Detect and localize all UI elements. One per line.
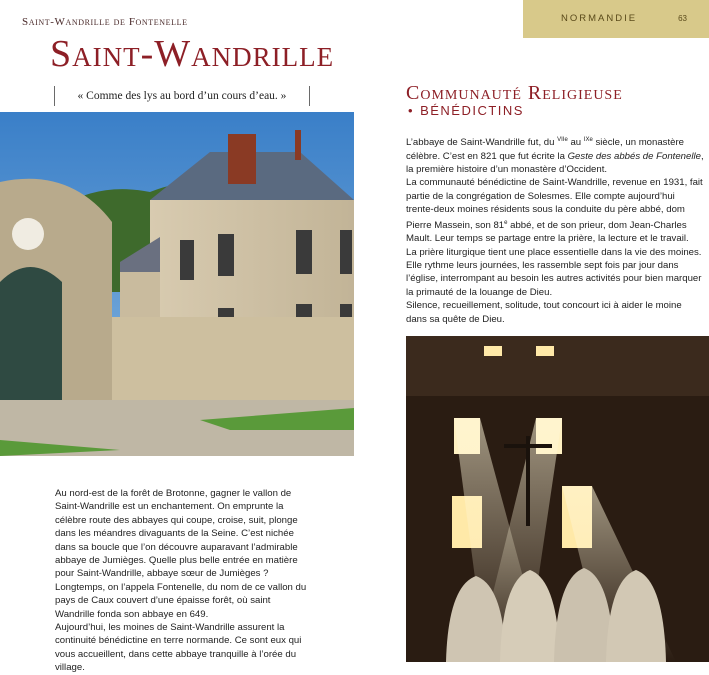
- abbey-photo: [0, 112, 354, 456]
- paragraph: La communauté bénédictine de Saint-Wandrille, revenue en 1931, fait partie de la congrégation de Solesmes. Elle compte aujourd’hui trente-deux moines résidents sous la conduite du père abbé, dom Pierre Massein, son 81e abbé, et de son prieur, dom Jean-Charles Mault. Leur temps se partage entre la prière, la lecture et le travail.: [406, 177, 703, 245]
- paragraph: L’abbaye de Saint-Wandrille fut, du $^{VIIe}$ au $^{IXe}$ siècle, un monastère célèbre. C’est en 821 que fut écrite la Geste des abbés de Fontenelle, la première histoire d’un monastère d’Occident.: [406, 137, 704, 175]
- page-title: Saint-Wandrille: [50, 33, 335, 75]
- section-subtitle-text: BÉNÉDICTINS: [420, 103, 524, 118]
- right-column-text: [406, 134, 704, 326]
- region-label: NORMANDIE: [561, 13, 638, 24]
- quote-frame: [54, 86, 310, 106]
- monks-illustration: [406, 336, 709, 662]
- region-tab: [523, 0, 709, 38]
- section-subtitle: [406, 103, 524, 118]
- monks-photo: [406, 336, 709, 662]
- paragraph: Au nord-est de la forêt de Brotonne, gagner le vallon de Saint-Wandrille est un enchantement. On emprunte la célèbre route des abbayes qui coupe, croise, suit, plonge dans les méandres divaguants de la Seine. C’est nichée dans sa boucle que l’on découvre auparavant l’admirable abbaye de Jumièges. Quelle plus belle entrée en matière pour Saint-Wandrille, abbaye sœur de Jumièges ? Longtemps, on l’appela Fontenelle, du nom de ce vallon du pays de Caux couvert d’une épaisse forêt, où saint Wandrille fonda son abbaye en 649.: [55, 488, 307, 620]
- left-column-text: [55, 487, 311, 675]
- abbey-illustration: [0, 112, 354, 456]
- section-title: Communauté Religieuse: [406, 82, 623, 104]
- paragraph: Silence, recueillement, solitude, tout concourt ici à aider le moine dans sa quête de Dieu.: [406, 300, 682, 325]
- bullet-icon: •: [408, 103, 415, 118]
- page-number: 63: [678, 14, 687, 23]
- epigraph-quote: « Comme des lys au bord d’un cours d’eau. »: [77, 90, 287, 102]
- paragraph: Aujourd’hui, les moines de Saint-Wandrille assurent la continuité bénédictine en terre normande. Ce sont eux qui vous accueillent, dans cette abbaye tranquille à l’orée du village.: [55, 622, 302, 674]
- paragraph: La prière liturgique tient une place essentielle dans la vie des moines. Elle rythme leurs journées, les rassemble sept fois par jour dans l’église, interrompant au besoin les autres activités pour bien marquer la primauté de la louange de Dieu.: [406, 246, 702, 298]
- running-head: Saint-Wandrille de Fontenelle: [22, 16, 188, 28]
